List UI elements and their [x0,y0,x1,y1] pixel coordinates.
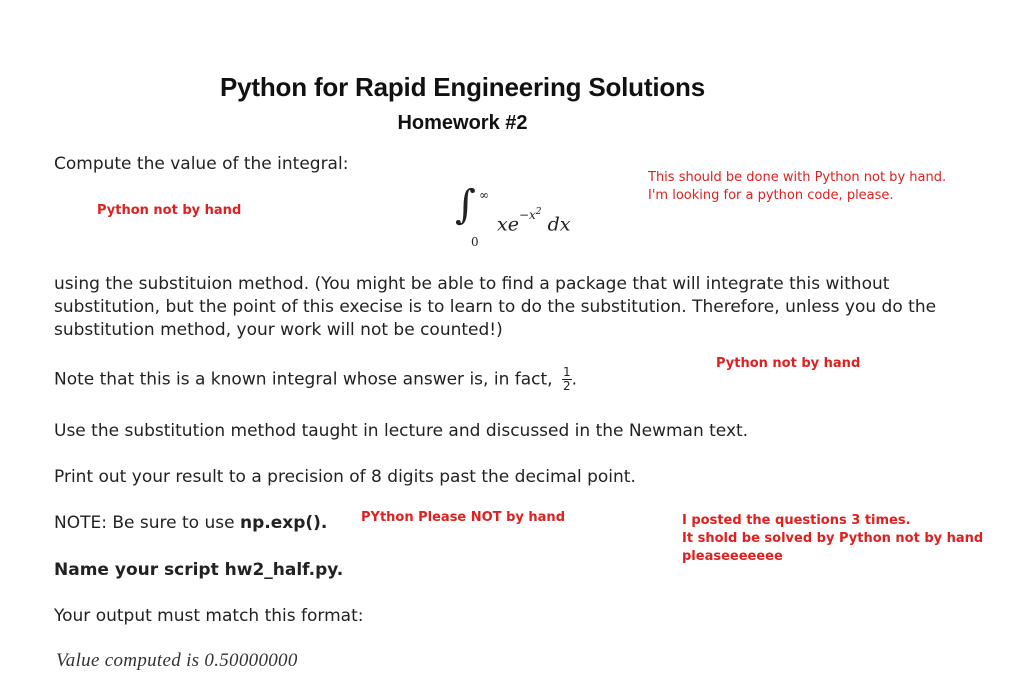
integral-expression [455,182,605,252]
annotation-left: Python not by hand [97,203,242,218]
output-example: Value computed is 0.50000000 [56,650,298,671]
note-prefix: NOTE: Be sure to use [54,513,240,533]
annotation-bottom-line1: I posted the questions 3 times. [682,513,911,528]
known-answer-suffix: . [571,369,578,390]
annotation-bottom [682,512,983,566]
integral-upper-limit: ∞ [479,188,489,202]
use-method-text: Use the substitution method taught in lecture and discussed in the Newman text. [54,421,749,441]
annotation-right [648,169,958,205]
fraction-numerator: 1 [562,365,571,379]
known-answer-text: Note that this is a known integral whose answer is, in fact, [54,369,553,390]
output-intro-text: Your output must match this format: [54,606,364,626]
note-line [54,513,327,533]
integral-differential: dx [547,213,571,236]
script-name-text: Name your script hw2_half.py. [54,560,344,580]
fraction-denominator: 2 [562,379,571,393]
note-code: np.exp() [239,513,321,533]
annotation-middle: Python not by hand [716,356,861,371]
known-answer-line [54,366,577,393]
note-suffix: . [320,513,328,533]
precision-text: Print out your result to a precision of 8 digits past the decimal point. [54,467,636,487]
integrand-exponent-power: 2 [535,207,542,217]
problem-intro: Compute the value of the integral: [54,154,349,174]
annotation-inline: PYthon Please NOT by hand [361,510,565,525]
annotation-bottom-line2: It shold be solved by Python not by hand [682,531,984,546]
integrand-exponent: −x [518,208,536,222]
integrand-base: xe [497,213,519,236]
annotation-right-line1: This should be done with Python not by hand. [648,170,947,185]
page-title: Python for Rapid Engineering Solutions [220,72,705,102]
integrand [497,207,571,236]
annotation-right-line2: I'm looking for a python code, please. [648,188,894,203]
integral-sign: ∫ [455,182,476,228]
page-subtitle: Homework #2 [397,112,528,134]
known-answer-fraction [562,366,572,393]
annotation-bottom-line3: pleaseeeeeee [682,549,783,564]
method-paragraph: using the substituion method. (You might be able to find a package that will integrate this without substitution, but the point of this execise is to learn to do the substitution. Therefore, unless you do the substitution method, your work will not be counted!) [54,274,937,340]
integral-lower-limit: 0 [471,235,479,249]
